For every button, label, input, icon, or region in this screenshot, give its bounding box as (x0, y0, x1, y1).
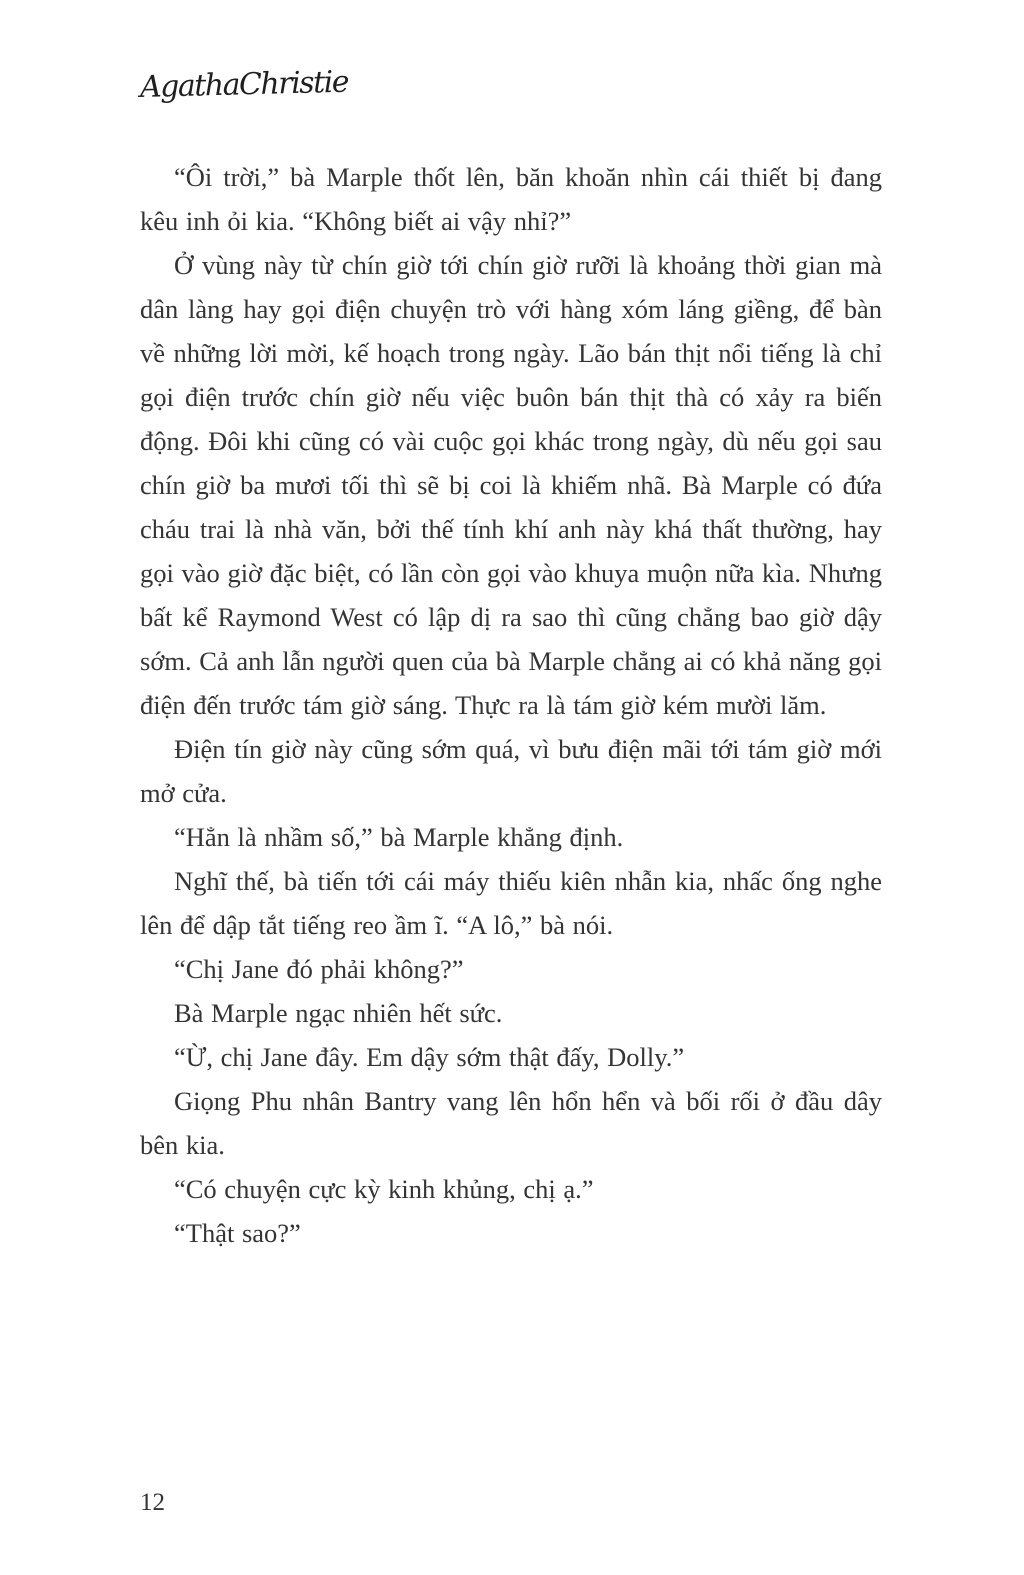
paragraph: “Hẳn là nhầm số,” bà Marple khẳng định. (174, 822, 624, 852)
paragraph: “Chị Jane đó phải không?” (174, 954, 464, 984)
paragraph: “Thật sao?” (174, 1218, 301, 1248)
paragraph: Nghĩ thế, bà tiến tới cái máy thiếu kiên nhẫn kia, nhấc ống nghe lên để dập tắt tiếng reo ầm ĩ. “A lô,” bà nói. (140, 866, 882, 940)
author-signature-logo: AgathaChristie (139, 64, 349, 105)
body-text (140, 155, 882, 1255)
paragraph: “Ôi trời,” bà Marple thốt lên, băn khoăn nhìn cái thiết bị đang kêu inh ỏi kia. “Không biết ai vậy nhỉ?” (140, 162, 882, 236)
paragraph: Bà Marple ngạc nhiên hết sức. (174, 998, 503, 1028)
page-number: 12 (140, 1489, 165, 1516)
paragraph: Điện tín giờ này cũng sớm quá, vì bưu điện mãi tới tám giờ mới mở cửa. (140, 734, 882, 808)
page-header (139, 64, 882, 105)
paragraph: “Có chuyện cực kỳ kinh khủng, chị ạ.” (174, 1174, 594, 1204)
paragraph: Giọng Phu nhân Bantry vang lên hổn hển và bối rối ở đầu dây bên kia. (140, 1086, 882, 1160)
paragraph: Ở vùng này từ chín giờ tới chín giờ rưỡi là khoảng thời gian mà dân làng hay gọi điện chuyện trò với hàng xóm láng giềng, để bàn về những lời mời, kế hoạch trong ngày. Lão bán thịt nổi tiếng là chỉ gọi điện trước chín giờ nếu việc buôn bán thịt thà có xảy ra biến động. Đôi khi cũng có vài cuộc gọi khác trong ngày, dù nếu gọi sau chín giờ ba mươi tối thì sẽ bị coi là khiếm nhã. Bà Marple có đứa cháu trai là nhà văn, bởi thế tính khí anh này khá thất thường, hay gọi vào giờ đặc biệt, có lần còn gọi vào khuya muộn nữa kìa. Nhưng bất kể Raymond West có lập dị ra sao thì cũng chẳng bao giờ dậy sớm. Cả anh lẫn người quen của bà Marple chẳng ai có khả năng gọi điện đến trước tám giờ sáng. Thực ra là tám giờ kém mười lăm. (140, 250, 882, 720)
paragraph: “Ừ, chị Jane đây. Em dậy sớm thật đấy, Dolly.” (174, 1042, 685, 1072)
